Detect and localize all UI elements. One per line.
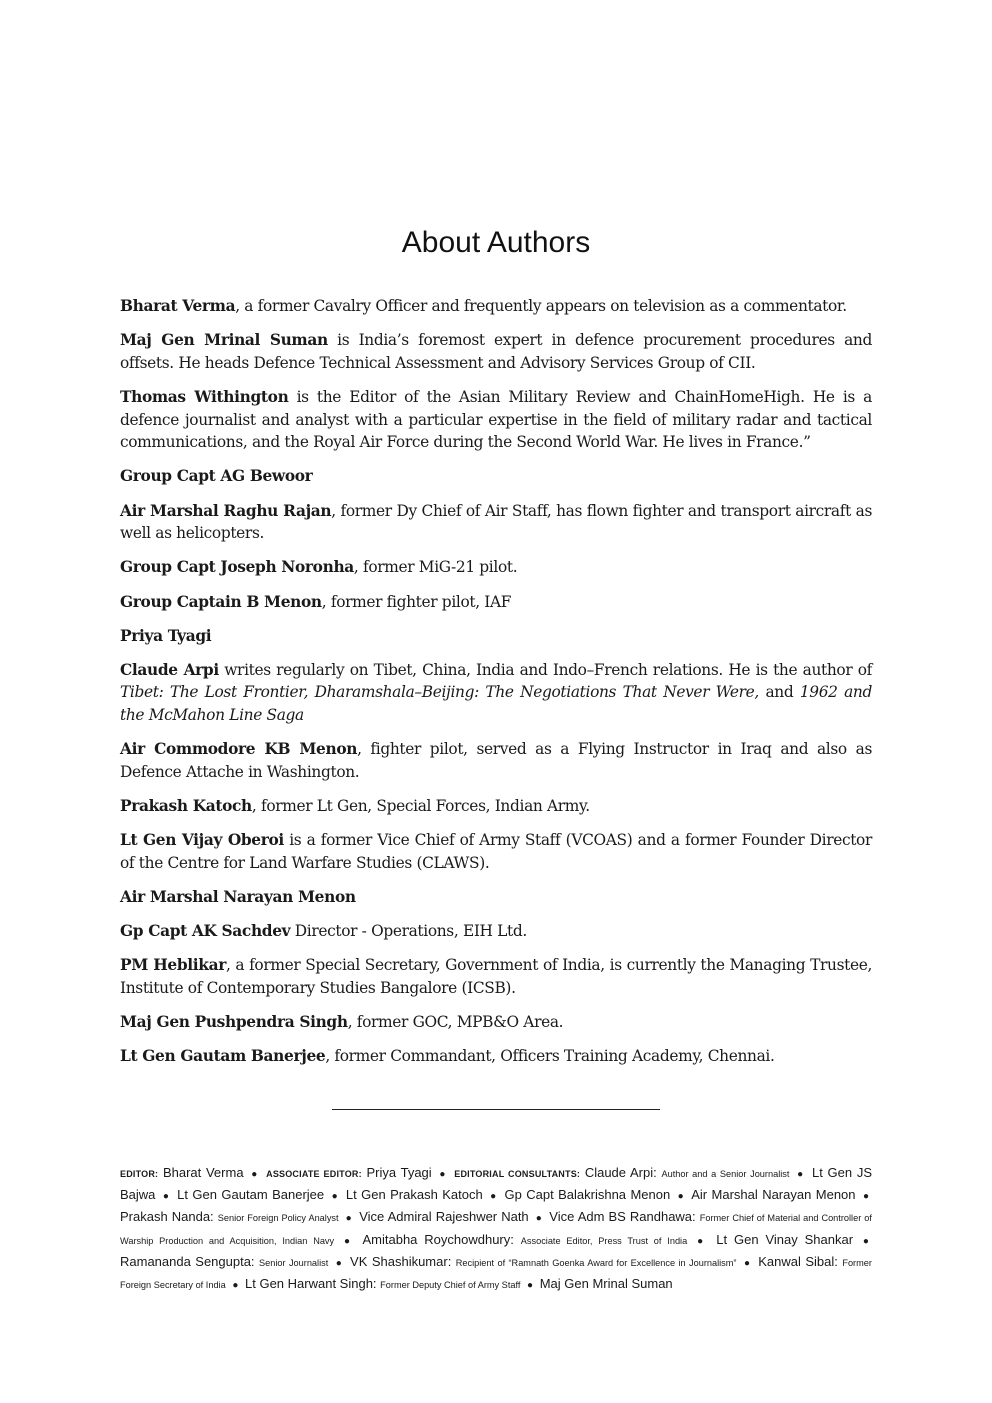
- bullet-separator: ●: [162, 1191, 170, 1203]
- consultant-name: Prakash Nanda:: [120, 1209, 214, 1225]
- author-entry: [120, 556, 872, 579]
- author-entry: [120, 386, 872, 454]
- bullet-separator: ●: [345, 1213, 353, 1225]
- consultant-description: Former Deputy Chief of Army Staff: [380, 1280, 521, 1291]
- author-name: Maj Gen Pushpendra Singh: [120, 1013, 348, 1032]
- author-name: Group Capt Joseph Noronha: [120, 558, 354, 577]
- bullet-separator: ●: [697, 1235, 707, 1247]
- book-title: 1962 and the McMahon Line Saga: [120, 683, 872, 725]
- author-name: Gp Capt AK Sachdev: [120, 922, 291, 941]
- consultant-description: Author and a Senior Journalist: [661, 1169, 790, 1179]
- bullet-separator: ●: [251, 1169, 259, 1180]
- author-name: Bharat Verma: [120, 297, 236, 315]
- author-bio: , former fighter pilot, IAF: [321, 592, 512, 611]
- author-bio: writes regularly on Tibet, China, India and Indo–French relations. He is the author of: [218, 660, 872, 679]
- consultant-name: Air Marshal Narayan Menon: [691, 1187, 856, 1203]
- consultant-entry: [504, 1187, 670, 1202]
- author-entry: [120, 625, 872, 648]
- author-name: Lt Gen Vijay Oberoi: [120, 831, 284, 850]
- consultant-name: Maj Gen Mrinal Suman: [539, 1276, 673, 1292]
- author-entry: [120, 659, 872, 727]
- author-bio: Director - Operations, EIH Ltd.: [290, 922, 527, 941]
- consultant-entry: [120, 1254, 328, 1269]
- author-name: Lt Gen Gautam Banerjee: [120, 1047, 326, 1066]
- consultant-entry: [245, 1276, 520, 1291]
- author-bio: , a former Special Secretary, Government of India, is currently the Managing Trustee, Institute of Contemporary Studies Bangalore (ICSB).: [120, 956, 873, 997]
- page-title: About Authors: [401, 226, 591, 259]
- bullet-separator: ●: [527, 1280, 534, 1292]
- author-name: Thomas Withington: [120, 387, 289, 406]
- author-entry: [120, 795, 872, 818]
- consultant-description: Former Foreign Secretary of India: [120, 1257, 872, 1291]
- author-entry: [120, 1045, 872, 1068]
- bullet-separator: ●: [490, 1191, 498, 1203]
- author-bio: , former Dy Chief of Air Staff, has flown fighter and transport aircraft as well as helicopters.: [120, 501, 872, 543]
- author-bio: , former Lt Gen, Special Forces, Indian Army.: [251, 797, 590, 816]
- author-bio: , fighter pilot, served as a Flying Instructor in Iraq and also as Defence Attache in Washington.: [120, 740, 872, 781]
- consultant-entry: [120, 1209, 339, 1224]
- author-bio: is India’s foremost expert in defence procurement procedures and offsets. He heads Defence Technical Assessment and Advisory Services Group of CII.: [120, 331, 872, 372]
- consultant-name: Lt Gen Vinay Shankar: [716, 1231, 854, 1247]
- consultant-name: Claude Arpi:: [584, 1165, 657, 1180]
- consultant-name: Lt Gen JS Bajwa: [120, 1165, 872, 1203]
- consultant-name: Lt Gen Gautam Banerjee: [177, 1187, 325, 1203]
- editorial-credits: [120, 1163, 872, 1296]
- author-name: Maj Gen Mrinal Suman: [120, 331, 328, 350]
- associate-editor-label: ASSOCIATE EDITOR:: [266, 1169, 362, 1179]
- consultant-name: VK Shashikumar:: [350, 1253, 452, 1269]
- consultant-name: Ramananda Sengupta:: [120, 1253, 255, 1269]
- consultant-entry: [359, 1209, 528, 1224]
- consultant-description: Former Chief of Material and Controller of Warship Production and Acquisition, Indian Navy: [120, 1213, 872, 1246]
- author-bio: , former GOC, MPB&O Area.: [347, 1013, 564, 1032]
- bullet-separator: ●: [232, 1280, 239, 1292]
- consultant-description: Associate Editor, Press Trust of India: [520, 1235, 688, 1246]
- author-list: [120, 295, 872, 1080]
- consultant-entry: [362, 1232, 687, 1247]
- consultant-name: Vice Adm BS Randhawa:: [549, 1209, 696, 1225]
- footer-divider: [332, 1109, 660, 1110]
- author-bio: is the Editor of the Asian Military Review and ChainHomeHigh. He is a defence journalist and analyst with a particular expertise in the field of military radar and tactical communications, and the Royal Air Force during the Second World War. He lives in France.”: [120, 387, 872, 452]
- author-entry: [120, 465, 872, 488]
- consultant-entry: [691, 1187, 855, 1202]
- consultant-description: Senior Foreign Policy Analyst: [217, 1213, 339, 1224]
- author-name: PM Heblikar: [120, 956, 226, 975]
- bullet-separator: ●: [335, 1257, 343, 1269]
- consultant-name: Amitabha Roychowdhury:: [362, 1231, 514, 1247]
- consultant-entry: [585, 1165, 790, 1180]
- author-bio: , a former Cavalry Officer and frequently appears on television as a commentator.: [235, 297, 847, 315]
- author-name: Claude Arpi: [120, 660, 219, 679]
- bullet-separator: ●: [331, 1191, 339, 1203]
- consultant-description: Recipient of “Ramnath Goenka Award for Excellence in Journalism”: [455, 1257, 737, 1268]
- author-entry: [120, 920, 872, 943]
- consultant-name: Lt Gen Prakash Katoch: [345, 1187, 483, 1203]
- author-entry: [120, 591, 872, 614]
- book-title: Tibet: The Lost Frontier, Dharamshala–Beijing: The Negotiations That Never Were,: [120, 683, 759, 702]
- author-entry: [120, 329, 872, 374]
- author-entry: [120, 829, 872, 874]
- author-entry: [120, 738, 872, 783]
- editor-name: Bharat Verma: [162, 1165, 244, 1180]
- author-bio: , former Commandant, Officers Training Academy, Chennai.: [325, 1047, 775, 1066]
- bullet-separator: ●: [862, 1191, 869, 1203]
- author-bio: is a former Vice Chief of Army Staff (VCOAS) and a former Founder Director of the Centre for Land Warfare Studies (CLAWS).: [120, 831, 872, 872]
- consultant-list: [120, 1165, 872, 1291]
- bullet-separator: ●: [743, 1257, 751, 1269]
- consultant-entry: [350, 1254, 736, 1269]
- consultant-name: Lt Gen Harwant Singh:: [245, 1276, 377, 1292]
- author-entry: [120, 954, 872, 999]
- author-name: Group Captain B Menon: [120, 592, 322, 611]
- bullet-separator: ●: [677, 1191, 685, 1203]
- author-entry: [120, 1011, 872, 1034]
- associate-editor-name: Priya Tyagi: [366, 1165, 432, 1180]
- author-name: Priya Tyagi: [120, 626, 212, 645]
- consultant-entry: [346, 1187, 483, 1202]
- author-bio-connector: and: [758, 683, 800, 702]
- editor-label: EDITOR:: [120, 1169, 159, 1179]
- bullet-separator: ●: [344, 1235, 354, 1247]
- bullet-separator: ●: [797, 1169, 805, 1180]
- author-name: Air Marshal Raghu Rajan: [120, 501, 332, 520]
- author-entry: [120, 500, 872, 545]
- consultant-entry: [716, 1232, 853, 1247]
- bullet-separator: ●: [535, 1213, 543, 1225]
- consultant-name: Kanwal Sibal:: [758, 1253, 838, 1269]
- bullet-separator: ●: [439, 1169, 447, 1180]
- author-name: Air Marshal Narayan Menon: [120, 888, 356, 906]
- author-name: Prakash Katoch: [120, 797, 252, 816]
- consultants-label: EDITORIAL CONSULTANTS:: [454, 1169, 581, 1179]
- author-bio: , former MiG-21 pilot.: [353, 558, 518, 577]
- bullet-separator: ●: [862, 1235, 869, 1247]
- consultant-name: Vice Admiral Rajeshwer Nath: [359, 1209, 529, 1225]
- consultant-entry: [177, 1187, 324, 1202]
- consultant-description: Senior Journalist: [259, 1257, 329, 1268]
- author-entry: [120, 295, 872, 318]
- author-name: Air Commodore KB Menon: [120, 740, 358, 759]
- consultant-name: Gp Capt Balakrishna Menon: [504, 1187, 671, 1203]
- consultant-entry: [540, 1276, 673, 1291]
- author-name: Group Capt AG Bewoor: [120, 467, 313, 486]
- author-entry: [120, 886, 872, 909]
